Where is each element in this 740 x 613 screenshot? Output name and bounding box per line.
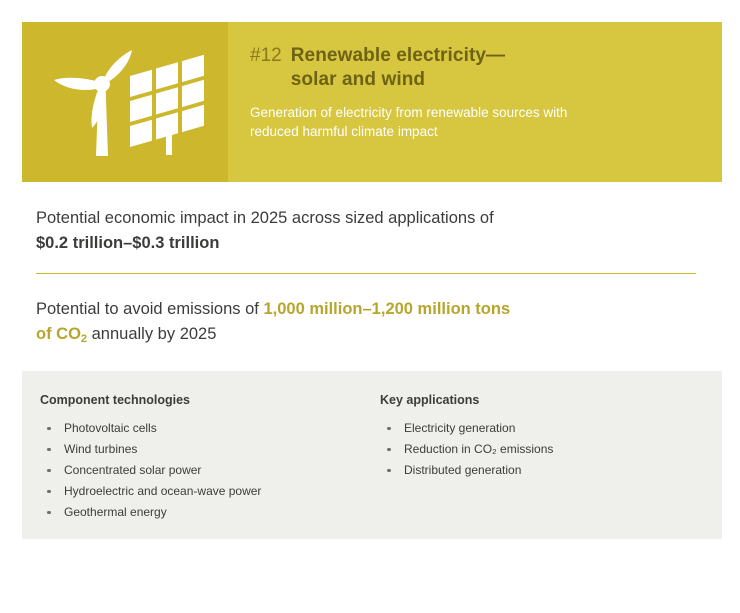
key-applications-list (380, 418, 710, 481)
economic-impact-value: $0.2 trillion–$0.3 trillion (36, 234, 220, 252)
list-item: Wind turbines (40, 439, 370, 460)
component-technologies-column (40, 393, 370, 523)
page-subtitle: Generation of electricity from renewable sources with reduced harmful climate impact (250, 105, 568, 139)
economic-impact-block (36, 206, 696, 256)
section-divider (36, 273, 696, 274)
emissions-suffix: annually by 2025 (87, 325, 217, 343)
emissions-value: 1,000 million–1,200 million tons (263, 300, 511, 318)
key-applications-column (380, 393, 710, 481)
page-title-line2: solar and wind (290, 69, 426, 90)
renewable-energy-icons (48, 48, 208, 158)
page-title-line1: Renewable electricity— (290, 45, 506, 66)
component-technologies-list (40, 418, 370, 523)
emissions-prefix: Potential to avoid emissions of (36, 300, 264, 318)
header-band (22, 22, 722, 182)
page-title (291, 44, 505, 92)
solar-panel-icon (130, 55, 204, 155)
co2-subscript: 2 (80, 333, 88, 345)
header-icon-panel (22, 22, 228, 182)
component-technologies-heading: Component technologies (40, 393, 190, 407)
header-text-panel (228, 22, 722, 182)
list-item: Distributed generation (380, 460, 710, 481)
wind-turbine-icon (54, 50, 132, 156)
list-item: Concentrated solar power (40, 460, 370, 481)
list-item: Electricity generation (380, 418, 710, 439)
wind-turbine-and-solar-panel-svg (48, 48, 208, 158)
list-item: Photovoltaic cells (40, 418, 370, 439)
list-item: Reduction in CO₂ emissions (380, 439, 710, 460)
key-applications-heading: Key applications (380, 393, 480, 407)
emissions-impact-text-cont (36, 322, 706, 349)
emissions-value-cont: of CO (36, 325, 81, 343)
economic-impact-text: Potential economic impact in 2025 across sized applications of (36, 209, 494, 227)
emissions-impact-block (36, 297, 706, 349)
title-row (250, 44, 692, 92)
rank-number: #12 (250, 45, 282, 66)
list-item: Hydroelectric and ocean-wave power (40, 481, 370, 502)
list-item: Geothermal energy (40, 502, 370, 523)
details-panel (22, 371, 722, 539)
emissions-impact-text (36, 297, 706, 322)
